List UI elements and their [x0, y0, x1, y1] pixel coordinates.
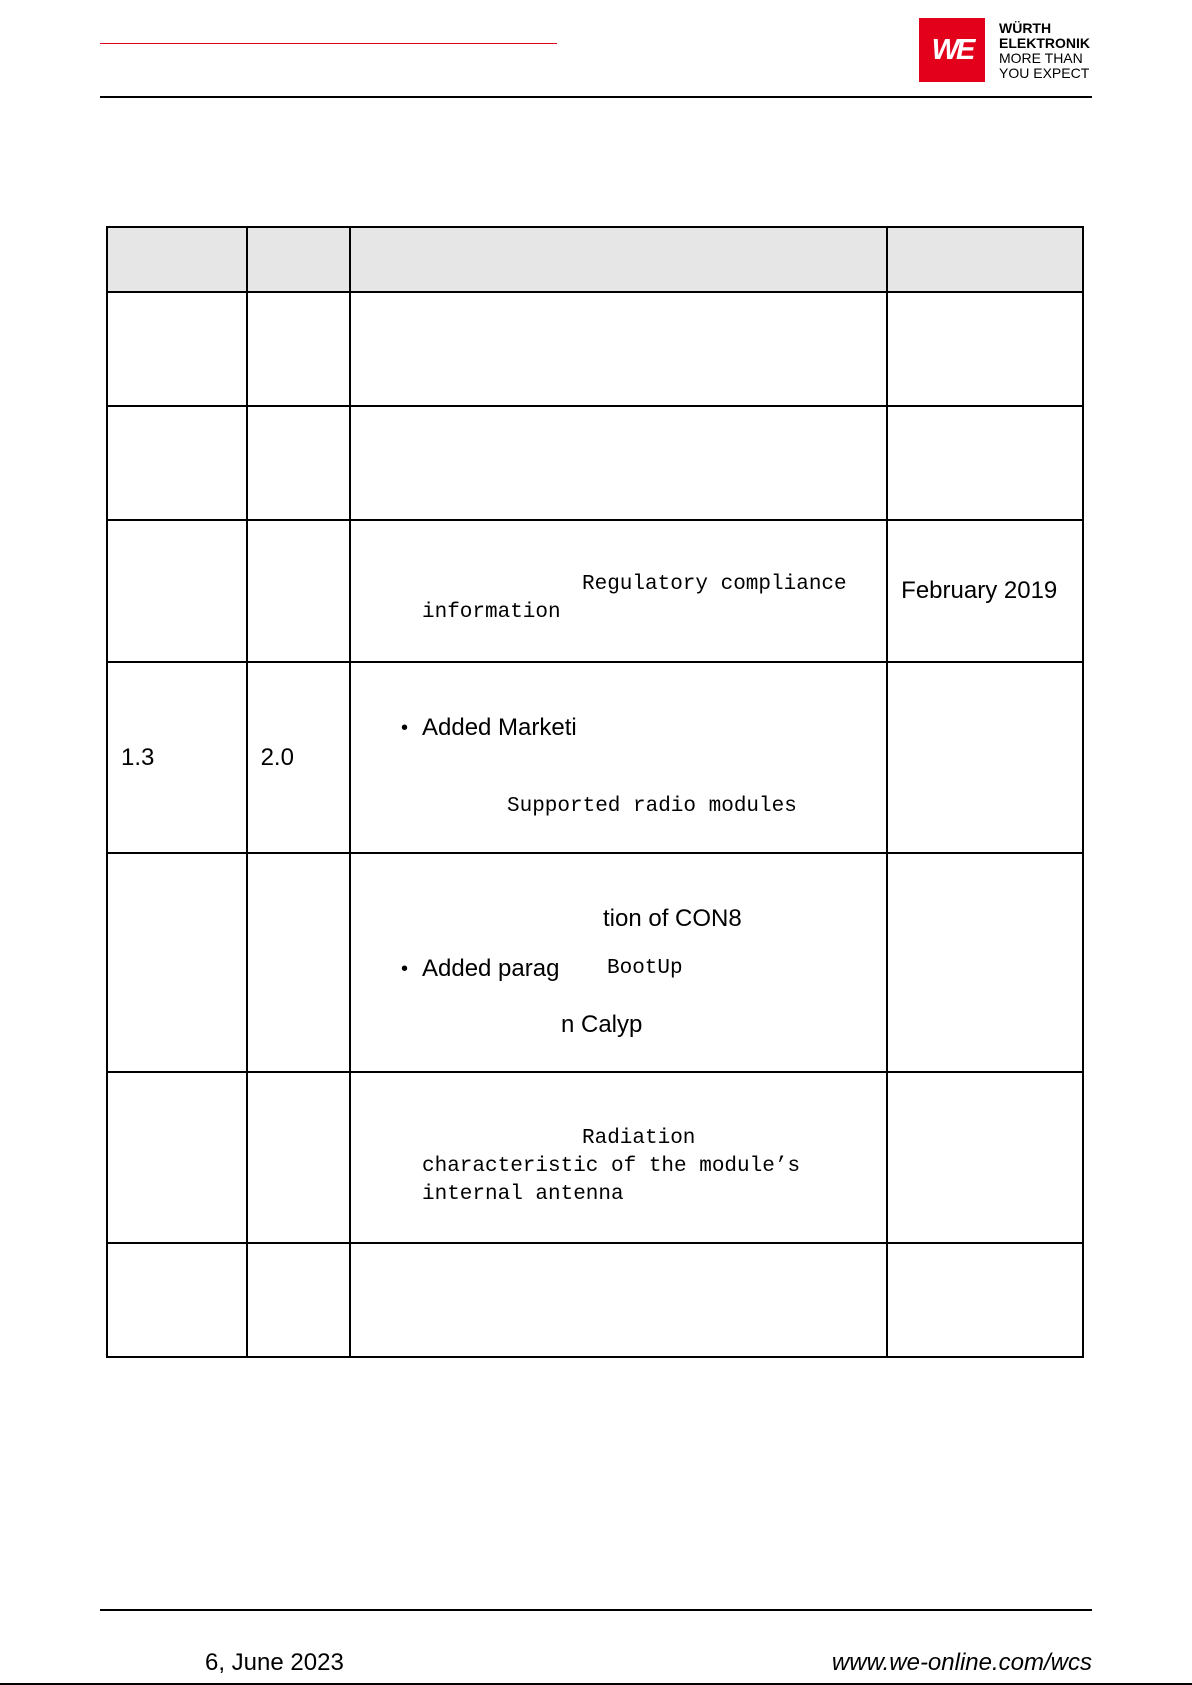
- date-cell: [887, 406, 1083, 520]
- version-cell: [107, 662, 247, 853]
- date-cell: [887, 662, 1083, 853]
- version-cell: [107, 520, 247, 662]
- logo-mark: WE: [931, 33, 973, 66]
- notes-fragment: Supported radio modules: [506, 795, 797, 818]
- revision-cell: [247, 1072, 350, 1243]
- revision-cell: [247, 520, 350, 662]
- notes-fragment: BootUp: [606, 957, 683, 980]
- brand-line: MORE THAN: [999, 50, 1083, 66]
- notes-fragment: Added Marketi: [421, 714, 577, 741]
- revision-cell: [247, 1243, 350, 1357]
- notes-cell: [350, 520, 887, 662]
- notes-fragment: n Calyp: [560, 1011, 643, 1038]
- revision-cell: [247, 662, 350, 853]
- table-row: [107, 1243, 1083, 1357]
- header-accent-line: [100, 43, 557, 44]
- version-text: 1.3: [121, 743, 155, 771]
- table-row: [107, 1072, 1083, 1243]
- bullet-icon: •: [400, 717, 408, 739]
- table-header-cell: [350, 227, 887, 292]
- notes-cell: [350, 1072, 887, 1243]
- brand-line: YOU EXPECT: [999, 65, 1090, 81]
- table-header-cell: [887, 227, 1083, 292]
- table-header-cell: [247, 227, 350, 292]
- revision-cell: [247, 292, 350, 406]
- table-row: [107, 292, 1083, 406]
- date-cell: [887, 1072, 1083, 1243]
- revision-cell: [247, 853, 350, 1072]
- brand-tagline: [999, 21, 1090, 81]
- table-row: [107, 520, 1083, 662]
- date-cell: [887, 520, 1083, 662]
- version-cell: [107, 406, 247, 520]
- version-cell: [107, 292, 247, 406]
- wurth-logo-icon: [919, 18, 985, 82]
- revision-text: 2.0: [260, 743, 294, 771]
- notes-cell: [350, 292, 887, 406]
- date-cell: [887, 853, 1083, 1072]
- version-cell: [107, 1072, 247, 1243]
- notes-cell: [350, 1243, 887, 1357]
- notes-fragment: internal antenna: [421, 1183, 624, 1206]
- header-divider: [100, 96, 1092, 98]
- revision-history-table: [106, 226, 1084, 1358]
- notes-cell: [350, 853, 887, 1072]
- date-text: February 2019: [901, 577, 1058, 604]
- version-cell: [107, 853, 247, 1072]
- table-row: [107, 853, 1083, 1072]
- brand-line: ELEKTRONIK: [999, 35, 1090, 51]
- table-row: [107, 662, 1083, 853]
- footer-url: www.we-online.com/wcs: [831, 1649, 1092, 1676]
- brand-line: WÜRTH: [999, 20, 1052, 36]
- notes-cell: [350, 406, 887, 520]
- bullet-icon: •: [400, 958, 408, 980]
- footer-date: 6, June 2023: [205, 1649, 344, 1676]
- notes-fragment: information: [421, 601, 561, 624]
- notes-fragment: Regulatory compliance: [581, 573, 847, 596]
- notes-cell: [350, 662, 887, 853]
- table-header-row: [107, 227, 1083, 292]
- version-cell: [107, 1243, 247, 1357]
- date-cell: [887, 1243, 1083, 1357]
- footer-divider: [100, 1609, 1092, 1611]
- notes-fragment: Added parag: [421, 955, 560, 982]
- date-cell: [887, 292, 1083, 406]
- table-header-cell: [107, 227, 247, 292]
- table-row: [107, 406, 1083, 520]
- notes-fragment: Radiation: [581, 1127, 696, 1150]
- revision-cell: [247, 406, 350, 520]
- notes-fragment: tion of CON8: [602, 905, 742, 932]
- notes-fragment: characteristic of the module’s: [421, 1155, 801, 1178]
